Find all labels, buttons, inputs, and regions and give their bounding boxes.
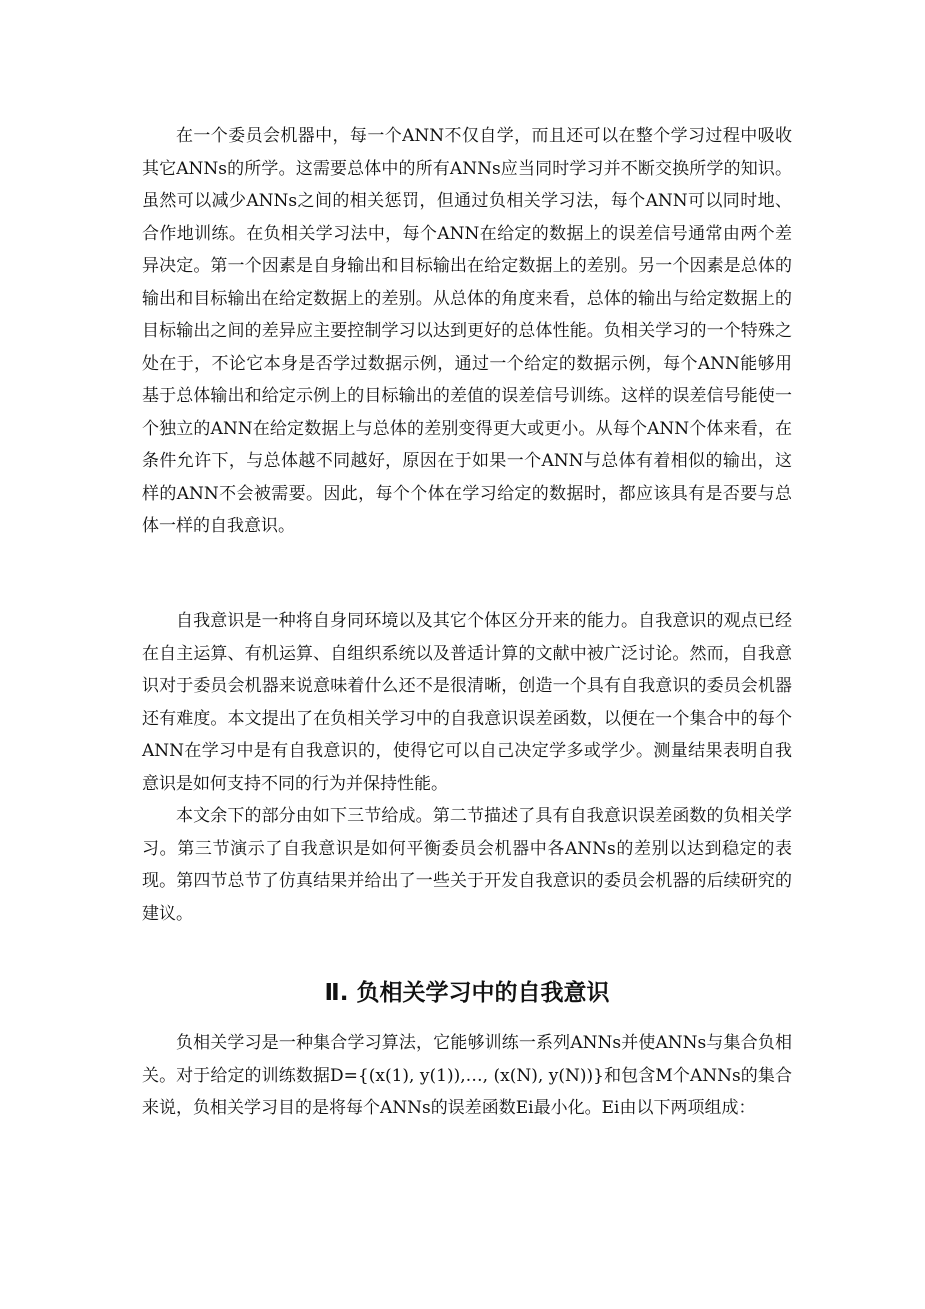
- paragraph-paper-outline: 本文余下的部分由如下三节给成。第二节描述了具有自我意识误差函数的负相关学习。第三节演示了自我意识是如何平衡委员会机器中各ANNs的差别以达到稳定的表现。第四节总节了仿真结果并给出了一些关于开发自我意识的委员会机器的后续研究的建议。: [142, 806, 792, 924]
- paragraph-committee-machine: 在一个委员会机器中，每一个ANN不仅自学，而且还可以在整个学习过程中吸收其它ANNs的所学。这需要总体中的所有ANNs应当同时学习并不断交换所学的知识。虽然可以减少ANNs之间的相关惩罚，但通过负相关学习法，每个ANN可以同时地、合作地训练。在负相关学习法中，每个ANN在给定的数据上的误差信号通常由两个差异决定。第一个因素是自身输出和目标输出在给定数据上的差别。另一个因素是总体的输出和目标输出在给定数据上的差别。从总体的角度来看，总体的输出与给定数据上的目标输出之间的差异应主要控制学习以达到更好的总体性能。负相关学习的一个特殊之处在于，不论它本身是否学过数据示例，通过一个给定的数据示例，每个ANN能够用基于总体输出和给定示例上的目标输出的差值的误差信号训练。这样的误差信号能使一个独立的ANN在给定数据上与总体的差别变得更大或更小。从每个ANN个体来看，在条件允许下，与总体越不同越好，原因在于如果一个ANN与总体有着相似的输出，这样的ANN不会被需要。因此，每个个体在学习给定的数据时，都应该具有是否要与总体一样的自我意识。: [142, 126, 792, 536]
- paragraph-ncl-definition: 负相关学习是一种集合学习算法，它能够训练一系列ANNs并使ANNs与集合负相关。对于给定的训练数据D={(x(1), y(1)),…, (x(N), y(N))}和包含M个ANNs的集合来说，负相关学习目的是将每个ANNs的误差函数Ei最小化。Ei由以下两项组成：: [142, 1033, 792, 1118]
- section-heading: Ⅱ. 负相关学习中的自我意识: [324, 980, 610, 1006]
- paragraph-self-awareness: 自我意识是一种将自身同环境以及其它个体区分开来的能力。自我意识的观点已经在自主运算、有机运算、自组织系统以及普适计算的文献中被广泛讨论。然而，自我意识对于委员会机器来说意味着什么还不是很清晰，创造一个具有自我意识的委员会机器还有难度。本文提出了在负相关学习中的自我意识误差函数，以便在一个集合中的每个ANN在学习中是有自我意识的，使得它可以自己决定学多或学少。测量结果表明自我意识是如何支持不同的行为并保持性能。: [142, 611, 792, 794]
